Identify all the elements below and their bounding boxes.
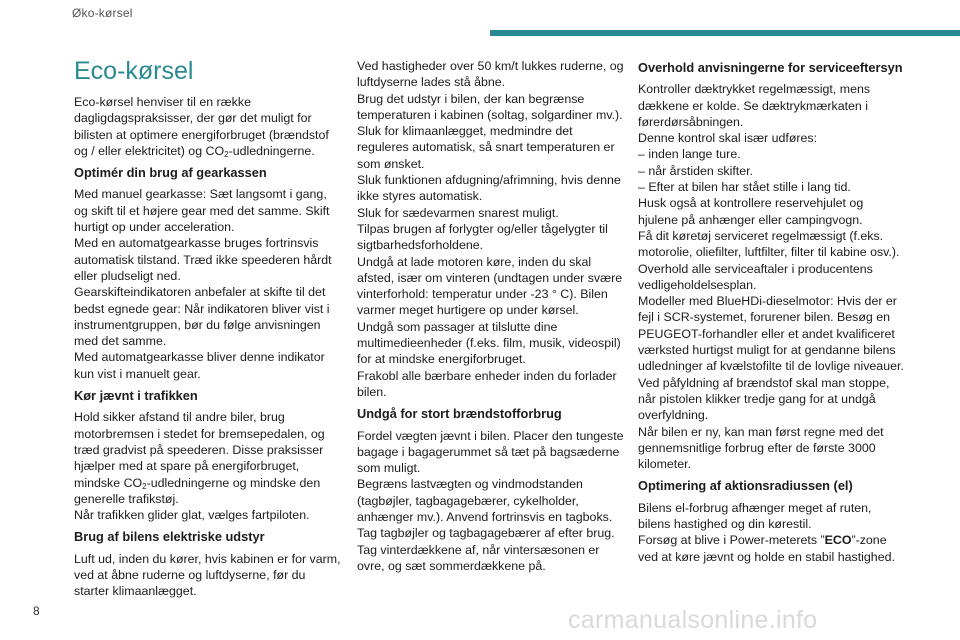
section-header-label: Øko-kørsel (72, 6, 133, 20)
heading-gearbox: Optimér din brug af gearkassen (74, 165, 267, 181)
intro-text: Eco-kørsel henviser til en række dagligdagspraksisser, der gør det muligt for bilisten at optimere energiforbruget (brændstof og / eller elektricitet) og CO (74, 95, 329, 158)
heading-smooth-driving: Kør jævnt i trafikken (74, 388, 198, 404)
range-paragraph (638, 500, 906, 565)
column-middle (357, 58, 625, 574)
range-text-end: ”-zone ved at køre jævnt og holde en stabil hastighed. (638, 533, 895, 564)
smooth-subscript: 2 (142, 481, 147, 491)
smooth-text-end: -udledningerne og mindske den generelle trafikstøj. Når trafikken glider glat, vælges fartpiloten. (74, 475, 321, 523)
intro-text-end: -udledningerne. (228, 143, 315, 158)
page-title: Eco-kørsel (74, 57, 194, 85)
fuel-paragraph: Fordel vægten jævnt i bilen. Placer den tungeste bagage i bagagerummet så tæt på bagsæderne som muligt. Begræns lastvægten og vindmodstanden (tagbøjler, tagbagagebærer, cykelholder, anhænger mv.). Anvend fortrinsvis en tagboks. Tag tagbøjler og tagbagagebærer af efter brug. Tag vinterdækkene af, når vintersæsonen er ovre, og sæt sommerdækkene på. (357, 428, 624, 573)
header-accent-bar (490, 30, 960, 36)
column-left (74, 56, 342, 600)
intro-paragraph (74, 94, 342, 159)
eco-zone-label: ECO (824, 533, 852, 548)
heading-service: Overhold anvisningerne for serviceeftersyn (638, 60, 903, 75)
electric-paragraph: Luft ud, inden du kører, hvis kabinen er for varm, ved at åbne ruderne og luftdyserne, før du starter klimaanlægget. (74, 551, 341, 599)
heading-range: Optimering af aktionsradiussen (el) (638, 478, 853, 494)
heading-electric-equipment: Brug af bilens elektriske udstyr (74, 529, 265, 545)
smooth-text: Hold sikker afstand til andre biler, brug motorbremsen i stedet for bremsepedalen, og træd gradvist på speederen. Disse praksisser hjælper med at spare på energiforbruget, mindske CO (74, 410, 325, 490)
page-number: 8 (33, 604, 40, 618)
column-right (638, 58, 906, 565)
service-paragraph: Kontroller dæktrykket regelmæssigt, mens dækkene er kolde. Se dæktrykmærkaten i førerdørsåbningen. Denne kontrol skal især udføres: – inden lange ture. – når årstiden skifter. – Efter at bilen har stået stille i lang tid. Husk også at kontrollere reservehjulet og hjulene på anhænger eller campingvogn. Få dit køretøj serviceret regelmæssigt (f.eks. motorolie, oliefilter, luftfilter, filter til kabine osv.). Overhold alle serviceaftaler i producentens vedligeholdelsesplan. Modeller med BlueHDi-dieselmotor: Hvis der er fejl i SCR-systemet, forurener bilen. Besøg en PEUGEOT-forhandler eller et andet kvalificeret værksted hurtigst muligt for at gendanne bilens udledninger af kvælstofilte til de lovlige niveauer. Ved påfyldning af brændstof skal man stoppe, når pistolen klikker tredje gang for at undgå overfyldning. Når bilen er ny, kan man først regne med det gennemsnitlige forbrug efter de første 3000 kilometer. (638, 82, 904, 472)
watermark: carmanualsonline.info (568, 606, 818, 634)
equipment-paragraph: Ved hastigheder over 50 km/t lukkes ruderne, og luftdyserne lades stå åbne. Brug det udstyr i bilen, der kan begrænse temperaturen i kabinen (soltag, solgardiner mv.). Sluk for klimaanlægget, medmindre det reguleres automatisk, så snart temperaturen er som ønsket. Sluk funktionen afdugning/afrimning, hvis denne ikke styres automatisk. Sluk for sædevarmen snarest muligt. Tilpas brugen af forlygter og/eller tågelygter til sigtbarhedsforholdene. Undgå at lade motoren køre, inden du skal afsted, især om vinteren (undtagen under svære vinterforhold: temperatur under -23 ° C). Bilen varmer meget hurtigere op under kørsel. Undgå som passager at tilslutte dine multimedieenheder (f.eks. film, musik, videospil) for at mindske energiforbruget. Frakobl alle bærbare enheder inden du forlader bilen. (357, 59, 624, 399)
heading-fuel-consumption: Undgå for stort brændstofforbrug (357, 406, 562, 422)
gearbox-paragraph: Med manuel gearkasse: Sæt langsomt i gang, og skift til et højere gear med det samme. Skift hurtigt op under acceleration. Med en automatgearkasse bruges fortrinsvis automatisk tilstand. Træd ikke speederen hårdt eller pludseligt ned. Gearskifteindikatoren anbefaler at skifte til det bedst egnede gear: Når indikatoren bliver vist i instrumentgruppen, bør du følge anvisningen med det samme. Med automatgearkasse bliver denne indikator kun vist i manuelt gear. (74, 187, 332, 381)
smooth-paragraph (74, 409, 342, 523)
intro-subscript: 2 (224, 149, 229, 159)
range-text: Bilens el-forbrug afhænger meget af ruten, bilens hastighed og din kørestil. Forsøg at blive i Power-meterets ” (638, 500, 872, 548)
